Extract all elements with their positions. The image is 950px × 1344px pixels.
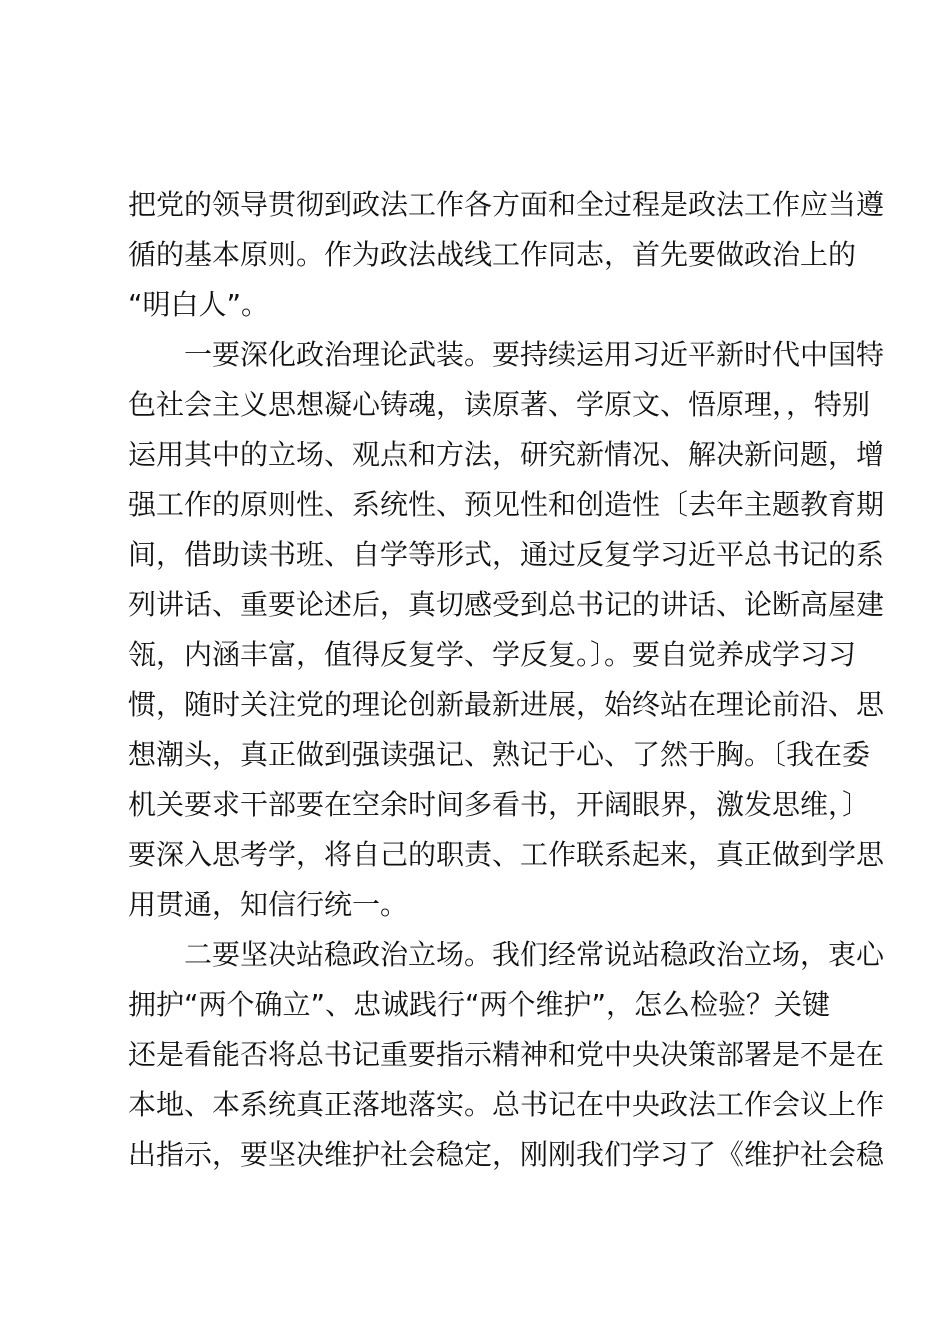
text-line: 间，借助读书班、自学等形式，通过反复学习近平总书记的系 bbox=[128, 538, 885, 571]
text-line: 运用其中的立场、观点和方法，研究新情况、解决新问题，增 bbox=[128, 438, 885, 471]
text-line: 瓴，内涵丰富，值得反复学、学反复。〕。要自觉养成学习习 bbox=[128, 638, 857, 671]
text-line: 机关要求干部要在空余时间多看书，开阔眼界，激发思维，〕 bbox=[128, 788, 871, 821]
text-line: 本地、本系统真正落地落实。总书记在中央政法工作会议上作 bbox=[128, 1088, 885, 1121]
text-line: 把党的领导贯彻到政法工作各方面和全过程是政法工作应当遵 bbox=[128, 188, 885, 221]
text-line: 出指示，要坚决维护社会稳定，刚刚我们学习了《维护社会稳 bbox=[128, 1138, 885, 1171]
text-line: 循的基本原则。作为政法战线工作同志，首先要做政治上的 bbox=[128, 238, 857, 271]
text-line: 惯，随时关注党的理论创新最新进展，始终站在理论前沿、思 bbox=[128, 688, 885, 721]
text-line: 要深入思考学，将自己的职责、工作联系起来，真正做到学思 bbox=[128, 838, 885, 871]
text-line: 色社会主义思想凝心铸魂，读原著、学原文、悟原理，，特别 bbox=[128, 388, 871, 421]
text-line: 二要坚决站稳政治立场。我们经常说站稳政治立场，衷心 bbox=[128, 938, 885, 971]
text-line: 列讲话、重要论述后，真切感受到总书记的讲话、论断高屋建 bbox=[128, 588, 885, 621]
text-line: 还是看能否将总书记重要指示精神和党中央决策部署是不是在 bbox=[128, 1038, 885, 1071]
text-line: 用贯通，知信行统一。 bbox=[128, 888, 409, 921]
paragraph-2 bbox=[128, 330, 885, 930]
paragraph-1 bbox=[128, 180, 885, 330]
text-line: 想潮头，真正做到强读强记、熟记于心、了然于胸。〔我在委 bbox=[128, 738, 871, 771]
text-line: “明白人”。 bbox=[128, 288, 270, 321]
text-line: 一要深化政治理论武装。要持续运用习近平新时代中国特 bbox=[128, 338, 885, 371]
text-line: 拥护“两个确立”、忠诚践行“两个维护”，怎么检验？关键 bbox=[128, 988, 831, 1021]
paragraph-3 bbox=[128, 930, 885, 1180]
text-line: 强工作的原则性、系统性、预见性和创造性〔去年主题教育期 bbox=[128, 488, 885, 521]
document-body bbox=[128, 180, 885, 1180]
